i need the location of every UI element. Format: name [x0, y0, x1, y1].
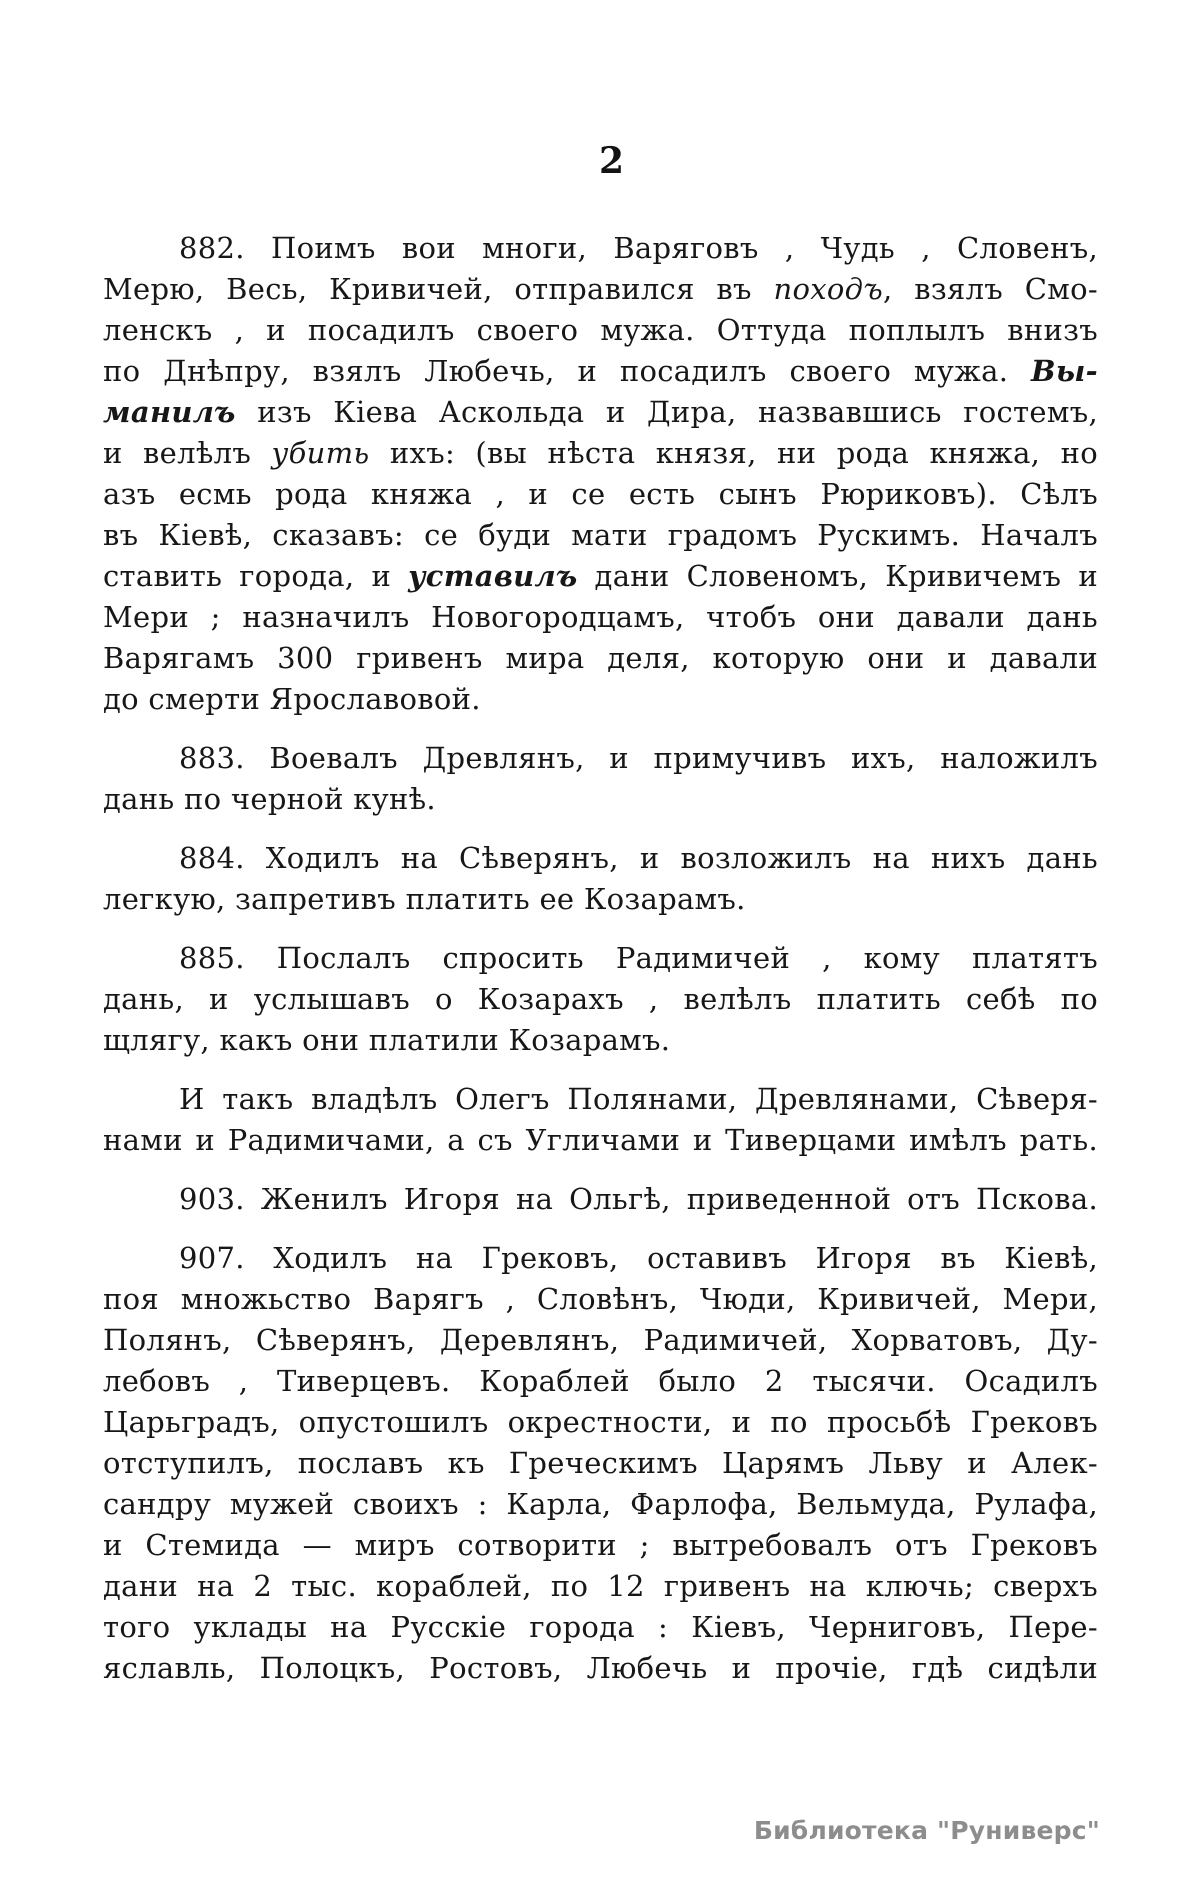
emphasized-text: уставилъ	[408, 559, 578, 593]
text-segment: 907. Ходилъ на Грековъ, оставивъ Игоря въ Кіевѣ,	[179, 1241, 1098, 1275]
text-segment: 885. Послалъ спросить Радимичей , кому платятъ	[179, 941, 1098, 975]
text-line	[103, 1361, 1098, 1402]
text-line	[103, 679, 1098, 720]
text-segment: ставить города, и	[103, 559, 409, 593]
paragraph-884	[103, 838, 1098, 920]
text-line	[103, 269, 1098, 310]
emphasized-text: манилъ	[103, 395, 236, 429]
text-line	[103, 1566, 1098, 1607]
text-segment: и велѣлъ	[103, 436, 272, 470]
text-segment: и Стемида — миръ сотворити ; вытребовалъ отъ Грековъ	[103, 1528, 1098, 1562]
text-line	[103, 474, 1098, 515]
text-line	[103, 1648, 1098, 1689]
text-segment: ихъ: (вы нѣста князя, ни рода княжа, но	[369, 436, 1098, 470]
text-segment: Мери ; назначилъ Новогородцамъ, чтобъ они давали дань	[103, 600, 1098, 634]
text-line	[103, 1402, 1098, 1443]
text-line	[103, 1179, 1098, 1220]
text-line	[103, 1443, 1098, 1484]
text-segment: , взялъ Смо-	[883, 272, 1098, 306]
text-segment: дани на 2 тыс. кораблей, по 12 гривенъ на ключь; сверхъ	[103, 1569, 1098, 1603]
text-segment: до смерти Ярославовой.	[103, 682, 481, 716]
text-line	[103, 597, 1098, 638]
page-number: 2	[598, 140, 626, 182]
text-segment: щлягу, какъ они платили Козарамъ.	[103, 1023, 671, 1057]
text-segment: въ Кіевѣ, сказавъ: се буди мати градомъ Рускимъ. Началъ	[103, 518, 1098, 552]
text-segment: дань, и услышавъ о Козарахъ , велѣлъ платить себѣ по	[103, 982, 1098, 1016]
text-line	[103, 1020, 1098, 1061]
text-segment: лебовъ , Тиверцевъ. Кораблей было 2 тысячи. Осадилъ	[103, 1364, 1098, 1398]
text-line	[103, 1079, 1098, 1120]
text-line	[103, 1120, 1098, 1161]
emphasized-text: Вы-	[1031, 354, 1098, 388]
text-segment: изъ Кіева Аскольда и Дира, назвавшись гостемъ,	[235, 395, 1098, 429]
text-segment: нами и Радимичами, а съ Угличами и Тиверцами имѣлъ рать.	[103, 1123, 1098, 1157]
text-line	[103, 1279, 1098, 1320]
text-line	[103, 1525, 1098, 1566]
text-line	[103, 938, 1098, 979]
paragraph-oleg-summary	[103, 1079, 1098, 1161]
emphasized-text: походъ	[773, 272, 883, 306]
text-segment: 903. Женилъ Игоря на Ольгѣ, приведенной отъ Пскова.	[179, 1182, 1098, 1216]
text-line	[103, 310, 1098, 351]
text-line	[103, 638, 1098, 679]
text-segment: Мерю, Весь, Кривичей, отправился въ	[103, 272, 774, 306]
text-segment: легкую, запретивъ платить ее Козарамъ.	[103, 882, 746, 916]
text-segment: Царьградъ, опустошилъ окрестности, и по просьбѣ Грековъ	[103, 1405, 1098, 1439]
text-line	[103, 1484, 1098, 1525]
text-line	[103, 1607, 1098, 1648]
text-line	[103, 515, 1098, 556]
text-segment: азъ есмь рода княжа , и се есть сынъ Рюриковъ). Сѣлъ	[103, 477, 1098, 511]
paragraph-903	[103, 1179, 1098, 1220]
text-line	[103, 979, 1098, 1020]
text-segment: яславль, Полоцкъ, Ростовъ, Любечь и прочіе, гдѣ сидѣли	[103, 1651, 1098, 1685]
text-line	[103, 879, 1098, 920]
paragraph-882	[103, 228, 1098, 720]
text-segment: 883. Воевалъ Древлянъ, и примучивъ ихъ, наложилъ	[179, 741, 1098, 775]
text-line	[103, 228, 1098, 269]
emphasized-text: убить	[271, 436, 370, 470]
text-segment: ленскъ , и посадилъ своего мужа. Оттуда поплылъ внизъ	[103, 313, 1098, 347]
text-segment: по Днѣпру, взялъ Любечь, и посадилъ своего мужа.	[103, 354, 1032, 388]
text-segment: сандру мужей своихъ : Карла, Фарлофа, Вельмуда, Рулафа,	[103, 1487, 1098, 1521]
text-segment: того уклады на Русскіе города : Кіевъ, Черниговъ, Пере-	[103, 1610, 1098, 1644]
text-segment: И такъ владѣлъ Олегъ Полянами, Древлянами, Сѣверя-	[179, 1082, 1098, 1116]
text-line	[103, 351, 1098, 392]
text-segment: 884. Ходилъ на Сѣверянъ, и возложилъ на нихъ дань	[179, 841, 1098, 875]
paragraph-883	[103, 738, 1098, 820]
text-segment: дань по черной кунѣ.	[103, 782, 436, 816]
text-block	[103, 228, 1098, 1707]
text-line	[103, 392, 1098, 433]
text-segment: дани Словеномъ, Кривичемъ и	[577, 559, 1098, 593]
text-line	[103, 838, 1098, 879]
text-segment: отступилъ, пославъ къ Греческимъ Царямъ Льву и Алек-	[103, 1446, 1098, 1480]
text-line	[103, 779, 1098, 820]
text-segment: Варягамъ 300 гривенъ мира деля, которую они и давали	[103, 641, 1098, 675]
text-line	[103, 1238, 1098, 1279]
text-line	[103, 1320, 1098, 1361]
text-line	[103, 433, 1098, 474]
paragraph-885	[103, 938, 1098, 1061]
text-segment: Полянъ, Сѣверянъ, Деревлянъ, Радимичей, Хорватовъ, Ду-	[103, 1323, 1098, 1357]
paragraph-907	[103, 1238, 1098, 1689]
library-watermark: Библиотека "Руниверс"	[753, 1816, 1100, 1845]
text-line	[103, 556, 1098, 597]
text-segment: поя множьство Варягъ , Словѣнъ, Чюди, Кривичей, Мери,	[103, 1282, 1098, 1316]
text-segment: 882. Поимъ вои многи, Варяговъ , Чудь , Словенъ,	[179, 231, 1098, 265]
text-line	[103, 738, 1098, 779]
